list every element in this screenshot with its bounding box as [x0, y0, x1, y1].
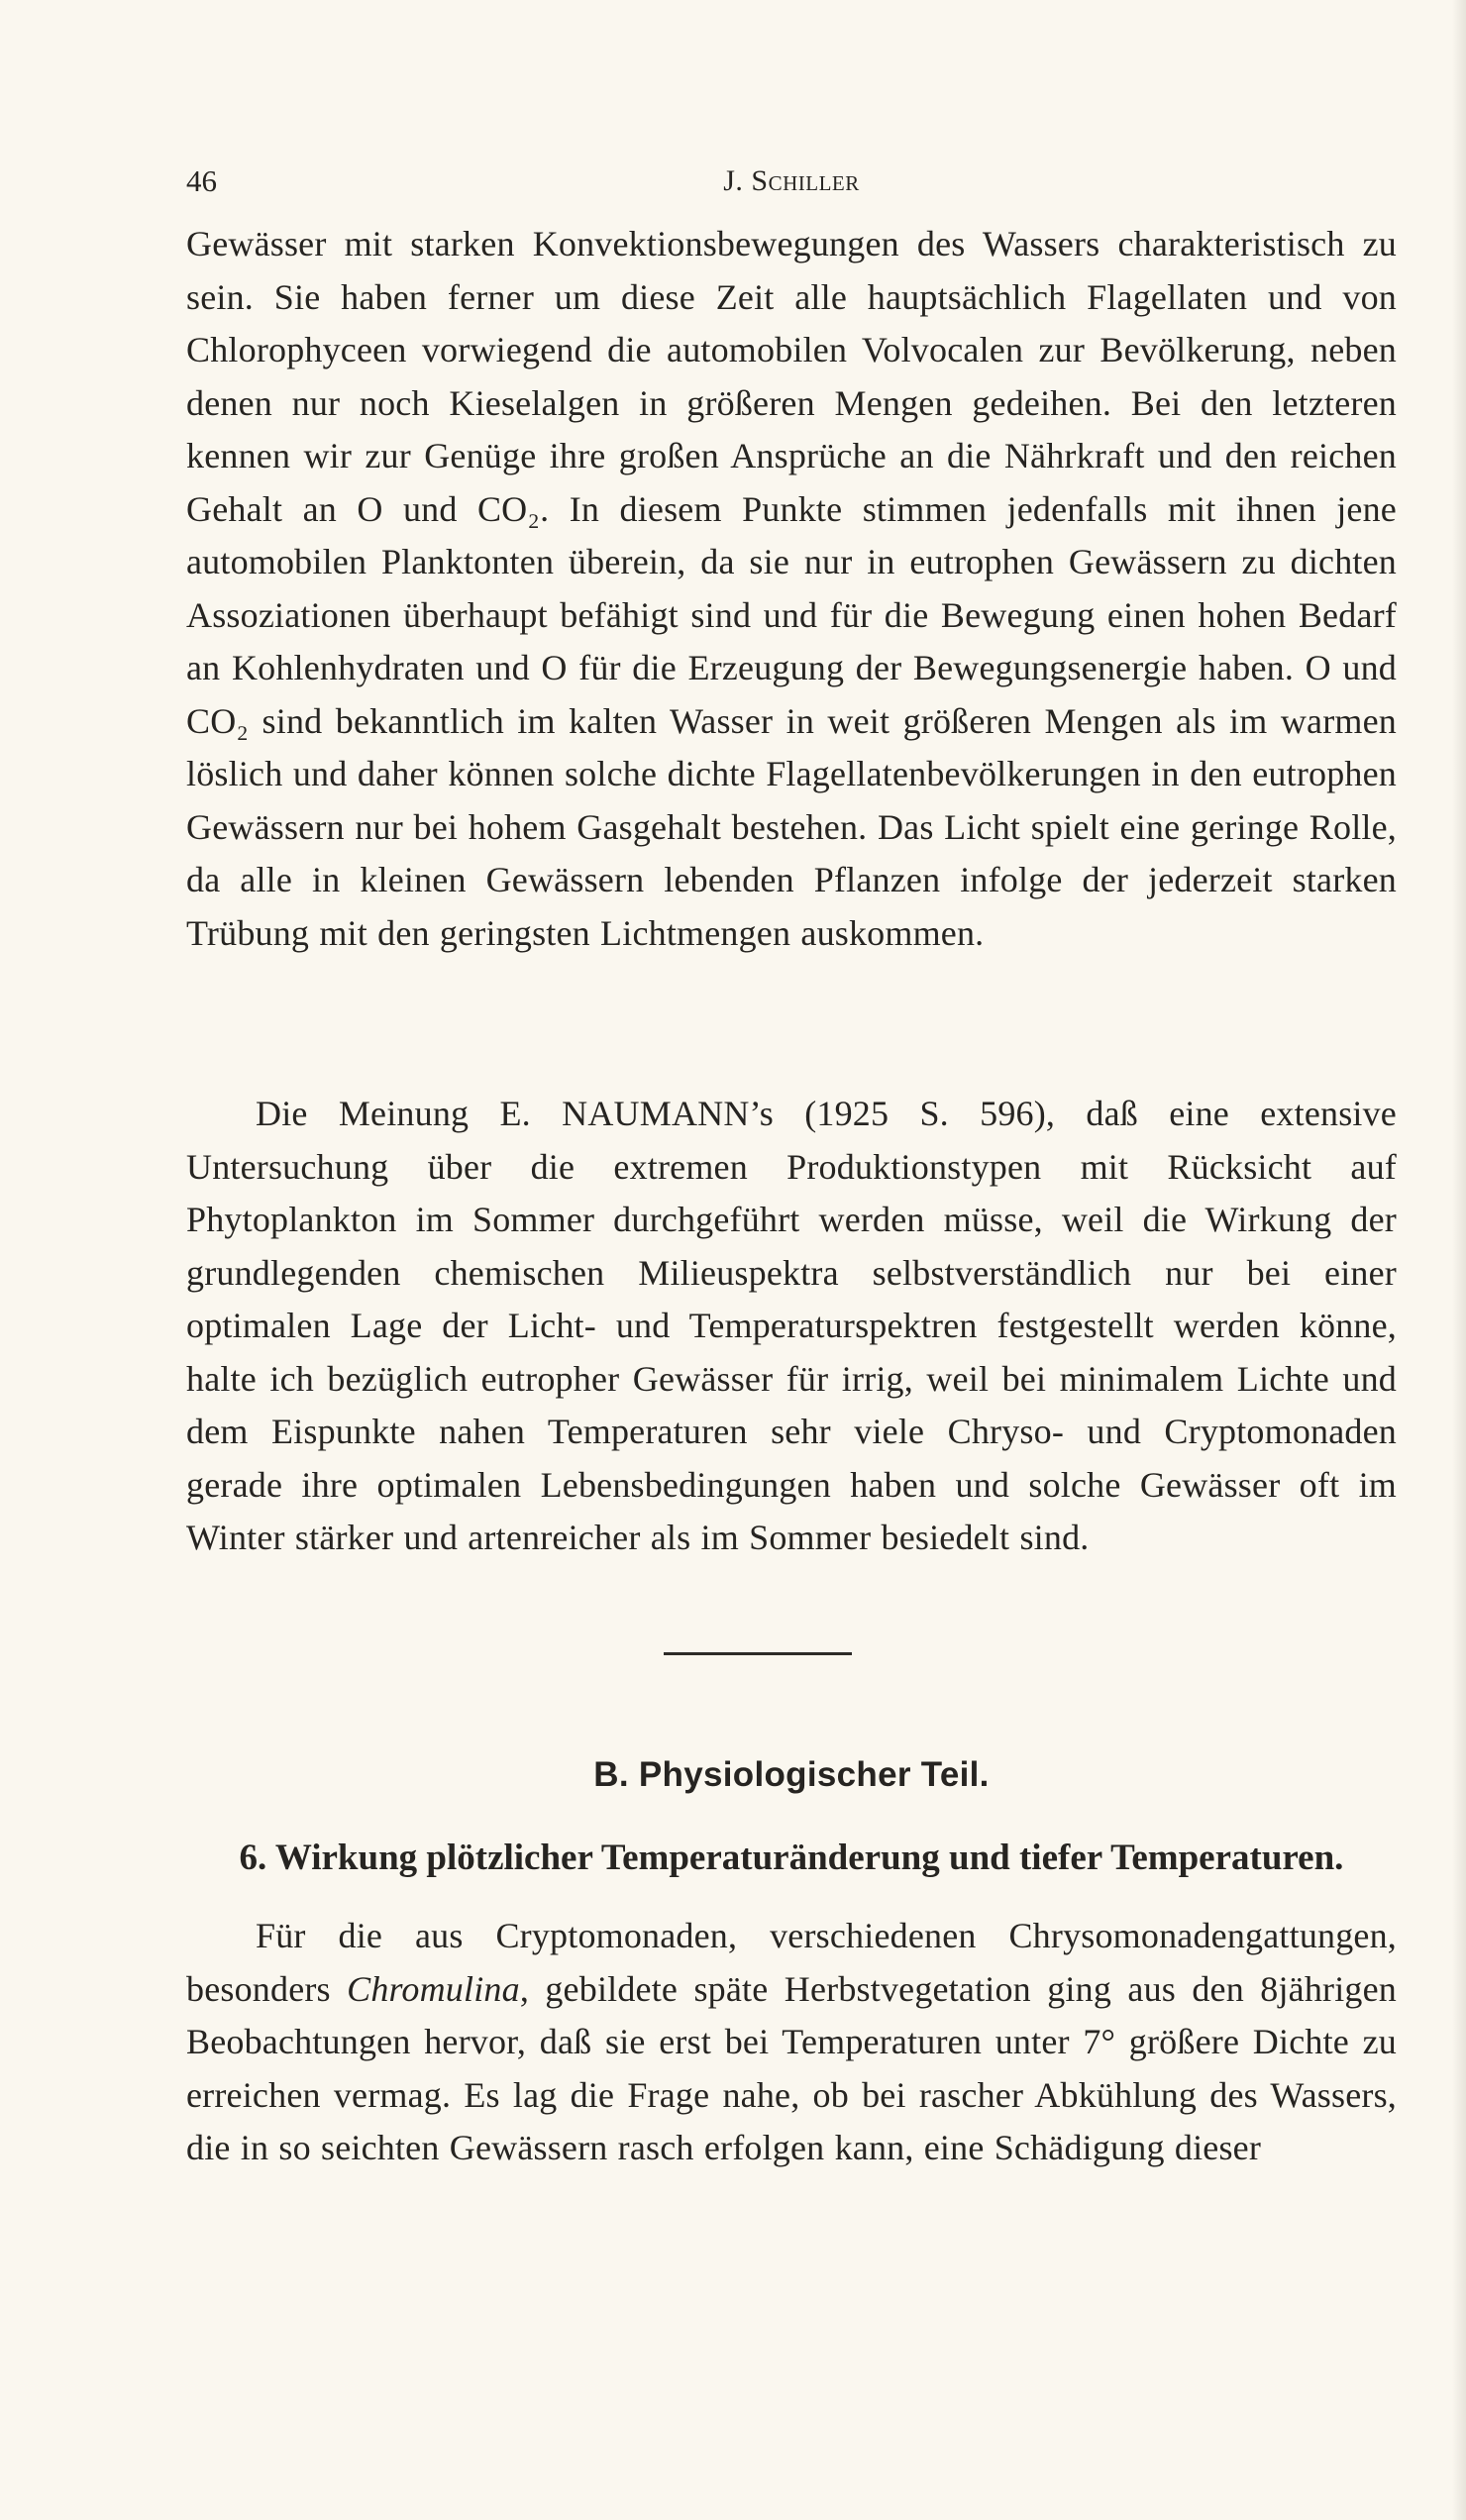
- page-header: [186, 163, 1397, 205]
- page-edge-shadow: [1452, 0, 1466, 2520]
- body-section-2: [186, 1088, 1397, 1565]
- body-section-1: [186, 218, 1397, 960]
- running-head: J. Schiller: [723, 164, 860, 197]
- section-divider: [664, 1652, 852, 1655]
- body-section-3: [186, 1910, 1397, 2175]
- paragraph-2: Die Meinung E. NAUMANN’s (1925 S. 596), daß eine extensive Untersuchung über die extremen Produktionstypen mit Rücksicht auf Phytoplankton im Sommer durchgeführt werden müsse, weil die Wirkung der grundlegenden chemischen Milieuspektra selbstverständlich nur bei einer optimalen Lage der Licht- und Temperaturspektren festgestellt werden könne, halte ich bezüglich eutropher Gewässer für irrig, weil bei minimalem Lichte und dem Eispunkte nahen Temperaturen sehr viele Chryso- und Cryptomonaden gerade ihre optimalen Lebensbedingungen haben und solche Gewässer oft im Winter stärker und artenreicher als im Sommer besiedelt sind.: [186, 1094, 1397, 1557]
- chapter-title: 6. Wirkung plötzlicher Temperaturänderung und tiefer Temperaturen.: [239, 1838, 1344, 1878]
- paragraph-1: Gewässer mit starken Konvektionsbewegungen des Wassers charakteristisch zu sein. Sie haben ferner um diese Zeit alle hauptsächlich Flagellaten und von Chlorophyceen vorwiegend die automobilen Volvocalen zur Bevölkerung, neben denen nur noch Kieselalgen in größeren Mengen gedeihen. Bei den letzteren kennen wir zur Genüge ihre großen Ansprüche an die Nährkraft und den reichen Gehalt an O und CO₂. In diesem Punkte stimmen jedenfalls mit ihnen jene automobilen Planktonten überein, da sie nur in eutrophen Gewässern zu dichten Assoziationen überhaupt befähigt sind und für die Bewegung einen hohen Bedarf an Kohlenhydraten und O für die Erzeugung der Bewegungsenergie haben. O und CO₂ sind bekanntlich im kalten Wasser in weit größeren Mengen als im warmen löslich und daher können solche dichte Flagellatenbevölkerungen in den eutrophen Gewässern nur bei hohem Gasgehalt bestehen. Das Licht spielt eine geringe Rolle, da alle in kleinen Gewässern lebenden Pflanzen infolge der jederzeit starken Trübung mit den geringsten Lichtmengen auskommen.: [186, 224, 1397, 953]
- paragraph-3-emphasis: Chromulina: [347, 1968, 520, 2009]
- page-number: 46: [186, 163, 217, 198]
- paragraph-3-text-after-emphasis: , gebildete späte Herbstvegetation ging aus den 8jährigen Beobachtungen hervor, daß sie erst bei Temperaturen unter 7° größere Dichte zu erreichen vermag. Es lag die Frage nahe, ob bei rascher Abkühlung des Wassers, die in so seichten Gewässern rasch erfolgen kann, eine Schädigung dieser: [186, 1968, 1397, 2167]
- paragraph-3-text-before-emphasis: Für die aus Cryptomonaden, verschiedenen Chrysomonadengattungen, besonders: [186, 1916, 1397, 2009]
- paragraph-3: [186, 1910, 1397, 2175]
- part-title: B. Physiologischer Teil.: [593, 1755, 990, 1794]
